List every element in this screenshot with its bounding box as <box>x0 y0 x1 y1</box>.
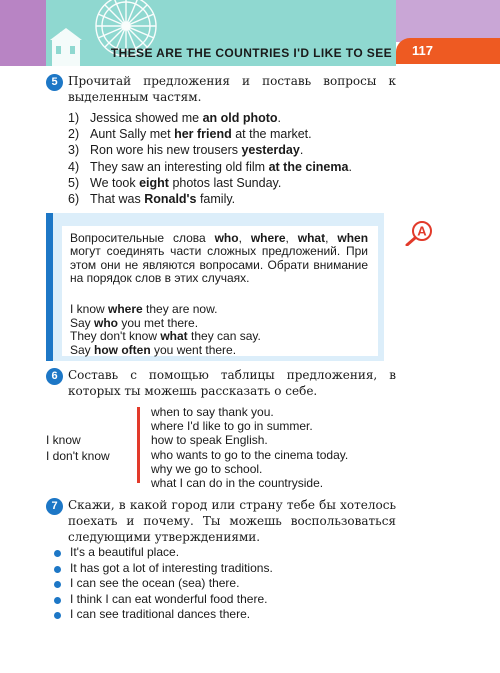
exercise-7-badge: 7 <box>46 498 63 515</box>
bullet-item: It has got a lot of interesting traditions. <box>54 561 273 577</box>
table-left-column <box>46 432 110 464</box>
list-item: 6) That was Ronald's family. <box>68 192 236 207</box>
table-right-item: why we go to school. <box>151 461 263 476</box>
bullet-dot-icon <box>54 581 61 588</box>
bullet-dot-icon <box>54 550 61 557</box>
exercise-7-bullet-list <box>54 545 273 623</box>
list-item: 5) We took eight photos last Sunday. <box>68 175 282 190</box>
bullet-dot-icon <box>54 597 61 604</box>
example-line: I know where they are now. <box>70 302 218 316</box>
table-right-item: when to say thank you. <box>151 405 274 419</box>
grammar-rule-text: Вопросительные слова who, where, what, when могут соединять части сложных предложений. При этом они не являются вопросами. Обрати внимание на порядок слов в этих случаях. <box>70 231 369 285</box>
exercise-6-instruction: Составь с помощью таблицы предложения, в которых ты можешь рассказать о себе. <box>68 368 396 398</box>
page-header-title: THESE ARE THE COUNTRIES I'D LIKE TO SEE <box>110 46 392 60</box>
list-item: 3) Ron wore his new trousers yesterday. <box>68 143 304 158</box>
grammar-rule-examples <box>70 303 261 357</box>
table-left-item: I know <box>46 433 81 447</box>
table-left-item: I don't know <box>46 449 110 463</box>
bullet-dot-icon <box>54 612 61 619</box>
grammar-magnifier-icon <box>404 220 434 246</box>
exercise-6-badge: 6 <box>46 368 63 385</box>
table-divider <box>137 407 140 483</box>
header-left-panel <box>0 0 46 66</box>
list-item: 2) Aunt Sally met her friend at the market. <box>68 127 312 142</box>
exercise-5-list <box>68 110 352 207</box>
example-line: Say who you met there. <box>70 315 199 330</box>
table-right-item: what I can do in the countryside. <box>151 476 324 491</box>
bullet-item: It's a beautiful place. <box>54 545 273 561</box>
bullet-item: I can see the ocean (sea) there. <box>54 576 273 592</box>
table-right-item: how to speak English. <box>151 433 268 448</box>
list-item: 1) Jessica showed me an old photo. <box>68 111 282 125</box>
exercise-5-badge: 5 <box>46 74 63 91</box>
grammar-icon-letter: A <box>417 223 427 239</box>
bullet-item: I think I can eat wonderful food there. <box>54 592 273 608</box>
header-right-panel <box>396 0 500 42</box>
exercise-5-instruction: Прочитай предложения и поставь вопросы к выделенным частям. <box>68 74 396 104</box>
example-line: Say how often you went there. <box>70 342 237 357</box>
table-right-item: where I'd like to go in summer. <box>151 419 313 434</box>
list-item: 4) They saw an interesting old film at the cinema. <box>68 159 352 174</box>
example-line: They don't know what they can say. <box>70 329 261 343</box>
bullet-item: I can see traditional dances there. <box>54 607 273 623</box>
table-right-item: who wants to go to the cinema today. <box>151 447 349 462</box>
exercise-7-instruction: Скажи, в какой город или страну тебе бы хотелось поехать и почему. Ты можешь воспользоваться следующими утверждениями. <box>68 498 396 544</box>
table-right-column <box>151 405 348 490</box>
bullet-dot-icon <box>54 566 61 573</box>
page-number: 117 <box>412 43 433 58</box>
